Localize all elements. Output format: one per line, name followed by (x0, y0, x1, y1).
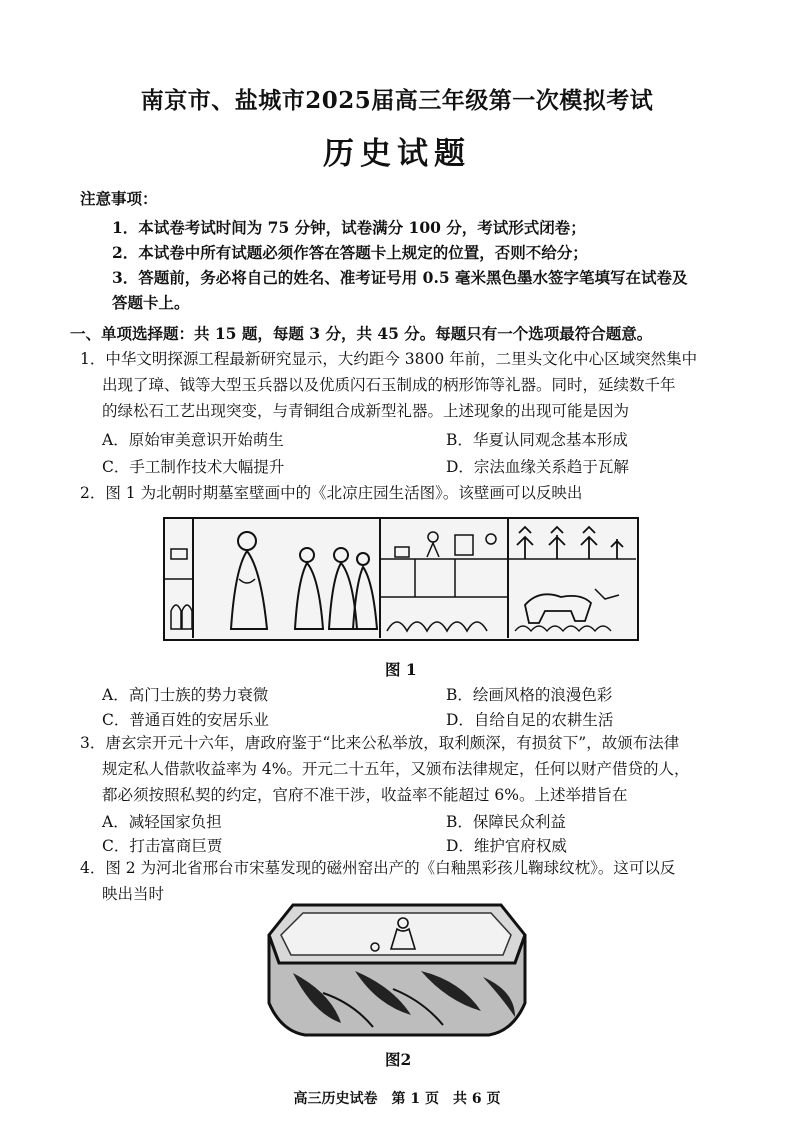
q2-option-b[interactable]: B．绘画风格的浪漫色彩 (446, 686, 613, 704)
notice-heading: 注意事项： (80, 189, 158, 208)
q3-option-d[interactable]: D．维护官府权威 (446, 837, 567, 855)
q3-option-c[interactable]: C．打击富商巨贾 (102, 837, 223, 855)
notice-item-3: 3．答题前，务必将自己的姓名、准考证号用 0.5 毫米黑色墨水签字笔填写在试卷及 (112, 268, 688, 287)
section-heading: 一、单项选择题：共 15 题，每题 3 分，共 45 分。每题只有一个选项最符合题意。 (70, 324, 653, 343)
figure-1-caption: 图 1 (385, 660, 417, 679)
q3-line-2: 规定私人借款收益率为 4%。开元二十五年，又颁布法律规定，任何以财产借贷的人， (102, 760, 690, 778)
page-footer: 高三历史试卷 第 1 页 共 6 页 (293, 1091, 501, 1107)
q1-line-3: 的绿松石工艺出现突变，与青铜组合成新型礼器。上述现象的出现可能是因为 (102, 402, 630, 420)
notice-item-1: 1．本试卷考试时间为 75 分钟，试卷满分 100 分，考试形式闭卷； (112, 218, 586, 237)
q4-line-2: 映出当时 (102, 885, 165, 903)
q3-option-b[interactable]: B．保障民众利益 (446, 813, 566, 831)
q1-option-a[interactable]: A．原始审美意识开始萌生 (102, 431, 284, 449)
mural-illustration (165, 519, 636, 638)
q3-line-1: 3．唐玄宗开元十六年，唐政府鉴于“比来公私举放，取利颇深，有损贫下”，故颁布法律 (80, 734, 680, 752)
subject-title: 历史试题 (323, 136, 471, 172)
q1-option-b[interactable]: B．华夏认同观念基本形成 (446, 431, 628, 449)
q2-option-a[interactable]: A．高门士族的势力衰微 (102, 686, 269, 704)
figure-1-mural (163, 517, 639, 641)
notice-item-2: 2．本试卷中所有试题必须作答在答题卡上规定的位置，否则不给分； (112, 243, 588, 262)
q1-option-d[interactable]: D．宗法血缘关系趋于瓦解 (446, 458, 629, 476)
q2-line-1: 2．图 1 为北朝时期墓室壁画中的《北凉庄园生活图》。该壁画可以反映出 (80, 484, 583, 502)
q2-option-d[interactable]: D．自给自足的农耕生活 (446, 711, 614, 729)
q3-line-3: 都必须按照私契的约定，官府不准干涉，收益率不能超过 6%。上述举措旨在 (102, 786, 628, 804)
figure-2-pillow (263, 893, 531, 1043)
q1-option-c[interactable]: C．手工制作技术大幅提升 (102, 458, 285, 476)
q3-option-a[interactable]: A．减轻国家负担 (102, 813, 222, 831)
notice-item-3-cont: 答题卡上。 (112, 293, 190, 312)
figure-2-caption: 图2 (385, 1050, 412, 1069)
q1-line-1: 1．中华文明探源工程最新研究显示，大约距今 3800 年前，二里头文化中心区域突然集中 (80, 350, 698, 368)
q4-line-1: 4．图 2 为河北省邢台市宋墓发现的磁州窑出产的《白釉黑彩孩儿鞠球纹枕》。这可以反 (80, 859, 676, 877)
exam-title: 南京市、盐城市2025届高三年级第一次模拟考试 (140, 87, 654, 114)
q1-line-2: 出现了璋、钺等大型玉兵器以及优质闪石玉制成的柄形饰等礼器。同时，延续数千年 (102, 376, 676, 394)
q2-option-c[interactable]: C．普通百姓的安居乐业 (102, 711, 269, 729)
